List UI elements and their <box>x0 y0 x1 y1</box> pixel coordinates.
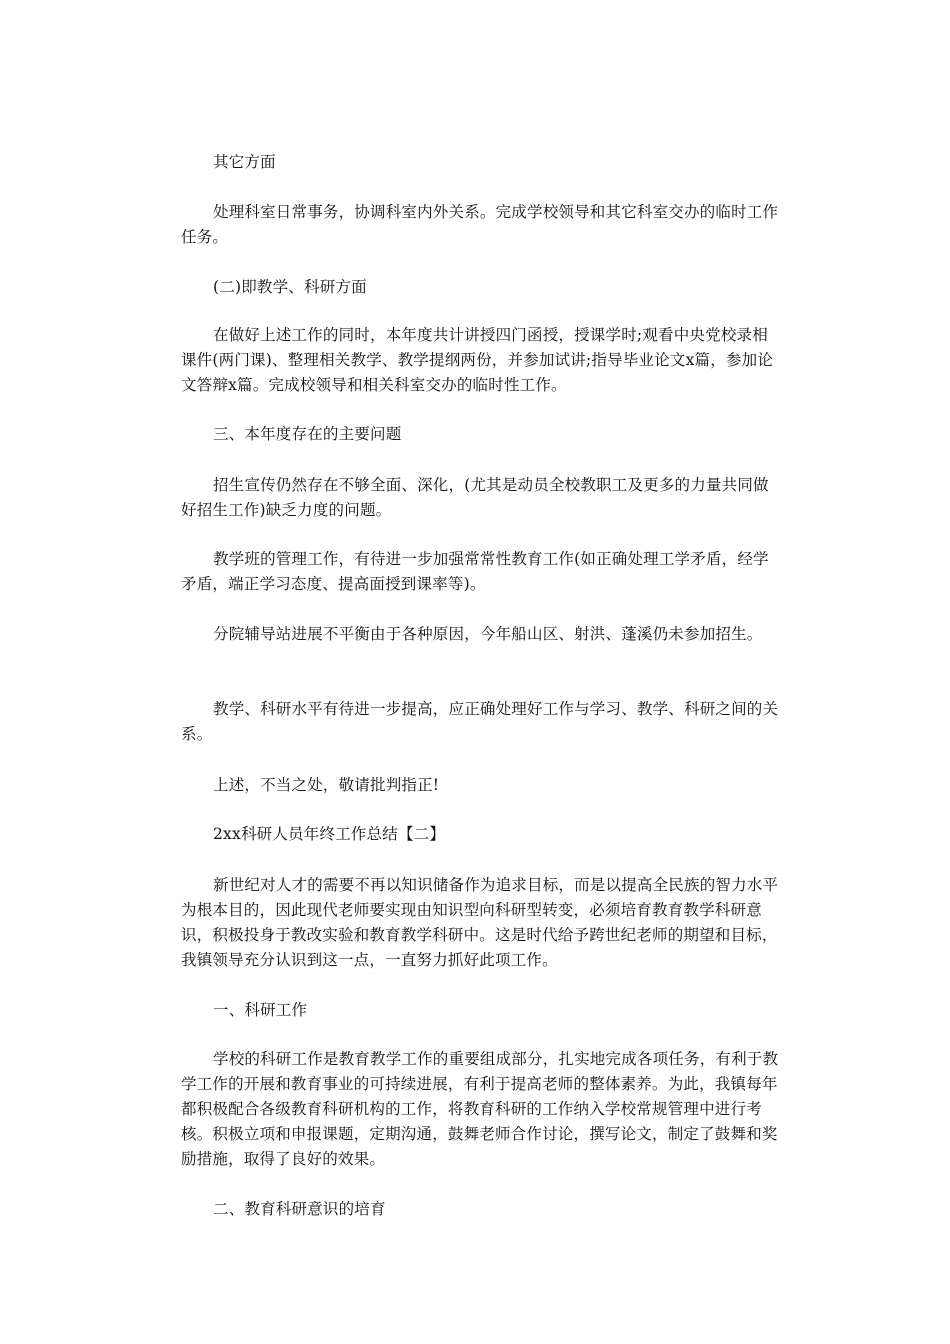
paragraph: 处理科室日常事务，协调科室内外关系。完成学校领导和其它科室交办的临时工作任务。 <box>181 203 779 246</box>
section-heading-problems: 三、本年度存在的主要问题 <box>213 425 402 443</box>
paragraph: 招生宣传仍然存在不够全面、深化，(尤其是动员全校教职工及更多的力量共同做好招生工作)缺乏力度的问题。 <box>181 476 769 519</box>
section-heading-research-awareness: 二、教育科研意识的培育 <box>213 1200 386 1218</box>
closing-line: 上述，不当之处，敬请批判指正! <box>213 776 440 794</box>
section-heading-teaching-research: (二)即教学、科研方面 <box>213 278 367 296</box>
paragraph: 教学班的管理工作，有待进一步加强常常性教育工作(如正确处理工学矛盾，经学矛盾，端正学习态度、提高面授到课率等)。 <box>181 550 769 593</box>
section-heading-research-work: 一、科研工作 <box>213 1001 308 1019</box>
paragraph: 新世纪对人才的需要不再以知识储备作为追求目标，而是以提高全民族的智力水平为根本目的，因此现代老师要实现由知识型向科研型转变，必须培育教育教学科研意识，积极投身于教改实验和教育教学科研中。这是时代给予跨世纪老师的期望和目标，我镇领导充分认识到这一点，一直努力抓好此项工作。 <box>181 876 779 969</box>
section-heading-other: 其它方面 <box>213 153 276 171</box>
section-title-part-two: 2xx科研人员年终工作总结【二】 <box>213 825 446 843</box>
paragraph: 教学、科研水平有待进一步提高，应正确处理好工作与学习、教学、科研之间的关系。 <box>181 700 779 743</box>
paragraph: 分院辅导站进展不平衡由于各种原因，今年船山区、射洪、蓬溪仍未参加招生。 <box>213 625 763 643</box>
paragraph: 在做好上述工作的同时，本年度共计讲授四门函授，授课学时;观看中央党校录相课件(两门课)、整理相关教学、教学提纲两份，并参加试讲;指导毕业论文x篇，参加论文答辩x篇。完成校领导和相关科室交办的临时性工作。 <box>181 326 774 394</box>
paragraph: 学校的科研工作是教育教学工作的重要组成部分，扎实地完成各项任务，有利于教学工作的开展和教育事业的可持续进展，有利于提高老师的整体素养。为此，我镇每年都积极配合各级教育科研机构的工作，将教育科研的工作纳入学校常规管理中进行考核。积极立项和申报课题，定期沟通，鼓舞老师合作讨论，撰写论文，制定了鼓舞和奖励措施，取得了良好的效果。 <box>181 1050 779 1168</box>
